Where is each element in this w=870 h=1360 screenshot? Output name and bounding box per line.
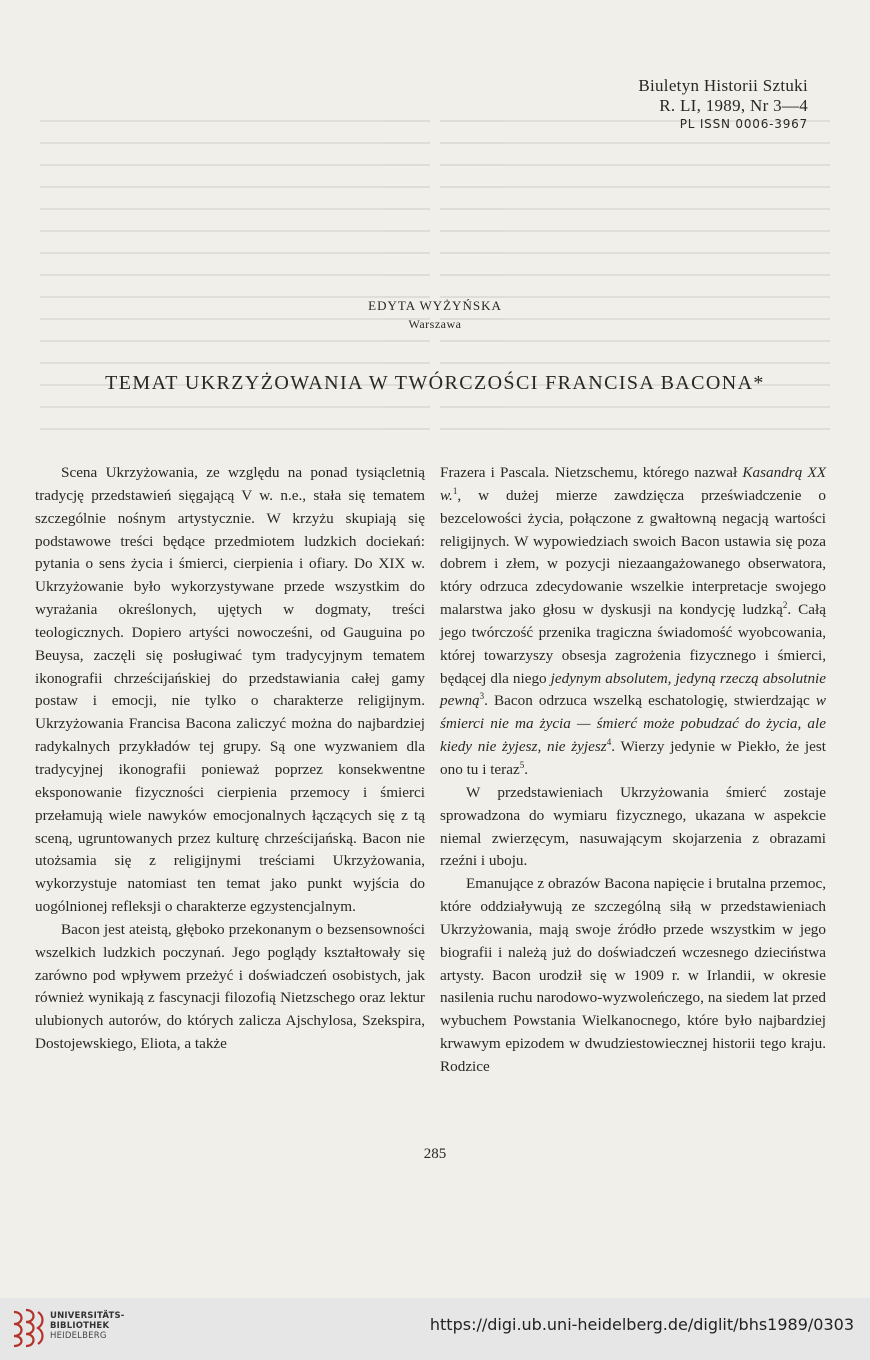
- library-name-line: UNIVERSITÄTS-: [50, 1311, 125, 1321]
- viewer-footer: [0, 1298, 870, 1360]
- library-name-line: BIBLIOTHEK: [50, 1321, 110, 1331]
- footnote-ref: 3: [479, 691, 485, 702]
- paragraph: Bacon jest ateistą, głęboko przekonanym o bezsensowności wszelkich ludzkich poczynań. Jego poglądy kształtowały się zarówno pod wpływem przeżyć i doświadczeń osobistych, jak również wynikają z fascynacji filozofią Nietzschego oraz lektur ulubionych autorów, do których zalicza Ajschylosa, Szekspira, Dostojewskiego, Eliota, a także: [35, 920, 425, 1053]
- permalink-url[interactable]: https://digi.ub.uni-heidelberg.de/diglit/bhs1989/0303: [429, 1315, 854, 1334]
- library-name: [50, 1311, 125, 1341]
- author-affiliation: Warszawa: [408, 317, 462, 331]
- footnote-ref: 2: [782, 600, 788, 610]
- journal-name: Biuletyn Historii Sztuki: [638, 76, 808, 95]
- author-name: EDYTA WYŻYŃSKA: [368, 298, 502, 313]
- text-run: . Wierzy jedynie w Piekło, że jest ono tu i teraz: [440, 738, 826, 778]
- footnote-ref: 1: [452, 485, 458, 496]
- journal-issn: PL ISSN 0006-3967: [679, 117, 808, 131]
- paragraph: W przedstawieniach Ukrzyżowania śmierć zostaje sprowadzona do wymiaru fizycznego, ukazana w aspekcie niemal zwierzęcym, nasuwającym skojarzenia z obrazami rzeźni i uboju.: [440, 783, 826, 870]
- text-run: . Bacon odrzuca wszelką eschatologię, stwierdzając: [484, 692, 816, 710]
- right-column: [440, 462, 826, 1079]
- journal-issue: R. LI, 1989, Nr 3—4: [659, 96, 808, 115]
- italic-text: w śmierci nie ma życia — śmierć może pobudzać do życia, ale kiedy nie żyjesz, nie żyjesz: [440, 692, 826, 756]
- italic-text: Kasandrą XX w.: [440, 464, 827, 504]
- paragraph: [440, 462, 826, 782]
- text-run: . Całą jego twórczość przenika tragiczna świadomość wyobcowania, której towarzyszy obsesja zagrożenia fizycznego i śmierci, będącej dla niego: [440, 601, 826, 687]
- left-column: [35, 462, 425, 1056]
- italic-text: jedynym absolutem, jedyną rzeczą absolutnie pewną: [440, 669, 826, 710]
- footnote-ref: 4: [606, 737, 612, 748]
- footnote-ref: 5: [519, 759, 525, 770]
- page-number: 285: [423, 1146, 447, 1162]
- paragraph: Scena Ukrzyżowania, ze względu na ponad tysiącletnią tradycję przedstawień sięgającą V w. n.e., stała się tematem szczególnie nośnym artystycznie. W krzyżu skupiają się podstawowe treści będące przedmiotem ludzkich dociekań: pytania o sens życia i śmierci, cierpienia i ofiary. Do XIX w. Ukrzyżowanie było wykorzystywane przede wszystkim do wyrażania określonych, ujętych w dogmaty, treści teologicznych. Dopiero artyści nowocześni, od Gauguina po Beuysa, zaczęli się posługiwać tym tradycyjnym tematem ikonografii chrześcijańskiej do przedstawiania całej gamy postaw i emocji, nie tylko o charakterze religijnym. Ukrzyżowania Francisa Bacona zaliczyć można do najbardziej radykalnych przykładów tej grupy. Są one wyzwaniem dla tradycyjnej ikonografii ponieważ poprzez konsekwentne eksponowanie fizyczności cierpienia przemocy i śmierci przełamują wiele nawyków emocjonalnych łączących się z tą sceną, ugruntowanych przez kulturę chrześcijańską. Bacon nie utożsamia się z religijnymi treściami Ukrzyżowania, wykorzystuje natomiast ten temat jako punkt wyjścia do uogólnionej refleksji o charakterze egzystencjalnym.: [35, 464, 425, 916]
- text-run: Frazera i Pascala. Nietzschemu, którego nazwał: [440, 464, 743, 481]
- library-name-line: HEIDELBERG: [50, 1331, 107, 1341]
- library-logo-icon[interactable]: [10, 1306, 46, 1350]
- article-title: TEMAT UKRZYŻOWANIA W TWÓRCZOŚCI FRANCISA BACONA*: [105, 372, 765, 394]
- paragraph: Emanujące z obrazów Bacona napięcie i brutalna przemoc, które oddziaływują ze szczególną siłą w przedstawieniach Ukrzyżowania, mają swoje źródło przede wszystkim w jego biografii i należą już do doświadczeń wczesnego dzieciństwa artysty. Bacon urodził się w 1909 r. w Irlandii, w okresie nasilenia ruchu narodowo-wyzwoleńczego, na siedem lat przed wybuchem Powstania Wielkanocnego, które było najbardziej krwawym epizodem w dwudziestowiecznej historii tego kraju. Rodzice: [440, 875, 826, 1075]
- text-run: , w dużej mierze zawdzięcza przeświadczenie o bezcelowości życia, połączone z gwałtowną negacją wartości religijnych. W wypowiedziach swoich Bacon ustawia się poza dobrem i złem, w pozycji niezaangażowanego obserwatora, który odrzuca zdecydowanie wszelkie interpretacje swojego malarstwa jako głosu w dyskusji na kondycję ludzką: [440, 486, 826, 619]
- journal-header: [548, 76, 808, 132]
- text-run: .: [524, 760, 529, 778]
